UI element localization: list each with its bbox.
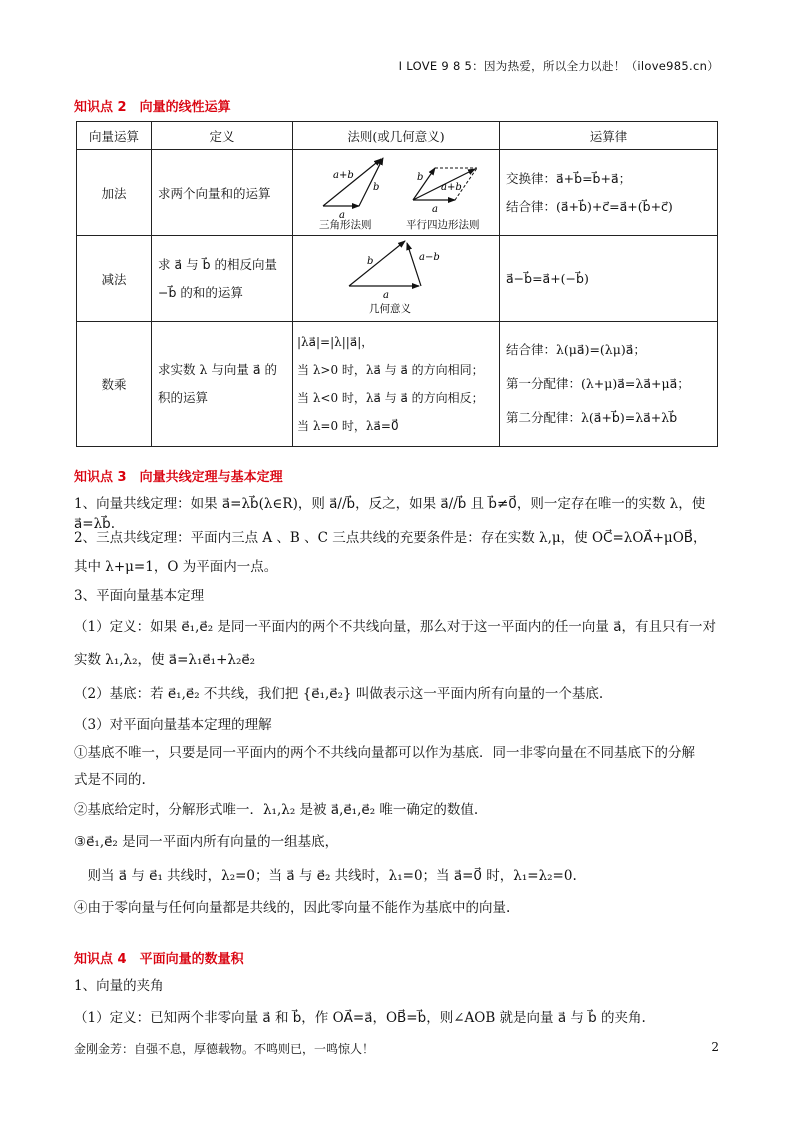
caption-parallelogram-rule: 平行四边形法则	[406, 219, 480, 231]
caption-geometric-meaning: 几何意义	[369, 303, 411, 315]
page-header: I LOVE 9 8 5：因为热爱，所以全力以赴！（ilove985.cn）	[398, 59, 719, 73]
table-row	[77, 322, 718, 447]
law-text: 结合律：(a⃗+b⃗)+c⃗=a⃗+(b⃗+c⃗)	[506, 198, 673, 214]
label-a-minus-b: a−b	[419, 252, 440, 263]
collinear-theorem-line: 1、向量共线定理：如果 a⃗=λb⃗(λ∈R)，则 a⃗//b⃗，反之，如果 a⃗//b⃗ 且 b⃗≠0⃗，则一定存在唯一的实数 λ，使 a⃗=λb⃗.	[74, 496, 706, 532]
rule-text: 当 λ=0 时，λa⃗=0⃗	[297, 419, 399, 433]
law-text: 第二分配律：λ(a⃗+b⃗)=λa⃗+λb⃗	[506, 410, 678, 425]
definition-text: 求 a⃗ 与 b⃗ 的相反向量	[158, 256, 277, 272]
section-title-2: 知识点 2 向量的线性运算	[74, 100, 231, 115]
caption-triangle-rule: 三角形法则	[319, 219, 372, 231]
subtraction-figure-cell	[293, 236, 500, 322]
page-footer-motto: 金刚金芳：自强不息，厚德载物。不鸣则已，一鸣惊人！	[74, 1042, 375, 1056]
rule-text: 当 λ<0 时，λa⃗ 与 a⃗ 的方向相反；	[297, 391, 484, 405]
vector-b-arrow	[349, 241, 405, 286]
operation-name: 加法	[77, 150, 152, 236]
label-a: a	[432, 204, 438, 215]
scalar-rules	[293, 322, 500, 447]
three-point-collinear-line: 2、三点共线定理：平面内三点 A 、B 、C 三点共线的充要条件是：存在实数 λ,μ，使 OC⃗=λOA⃗+μOB⃗，	[74, 530, 707, 546]
label-b: b	[417, 172, 424, 183]
law-text: 结合律：λ(μa⃗)=(λμ)a⃗；	[506, 342, 646, 357]
basic-theorem-heading: 3、平面向量基本定理	[74, 588, 205, 604]
linear-operations-table	[76, 121, 718, 447]
label-a: a	[383, 290, 389, 301]
understanding-point-3: ③e⃗₁,e⃗₂ 是同一平面内所有向量的一组基底，	[74, 834, 339, 850]
definition-text: −b⃗ 的和的运算	[158, 284, 243, 300]
rule-text: 当 λ>0 时，λa⃗ 与 a⃗ 的方向相同；	[297, 363, 484, 377]
label-a: a	[339, 210, 345, 221]
angle-heading: 1、向量的夹角	[74, 978, 164, 994]
operation-laws	[500, 150, 718, 236]
vector-difference-arrow	[407, 243, 421, 286]
table-header-row	[77, 122, 718, 150]
understanding-point-2: ②基底给定时，分解形式唯一．λ₁,λ₂ 是被 a⃗,e⃗₁,e⃗₂ 唯一确定的数值.	[74, 802, 479, 818]
law-text: 第一分配律：(λ+μ)a⃗=λa⃗+μa⃗；	[506, 376, 690, 391]
section-title-3: 知识点 3 向量共线定理与基本定理	[74, 470, 283, 485]
basic-theorem-definition: （1）定义：如果 e⃗₁,e⃗₂ 是同一平面内的两个不共线向量，那么对于这一平面内的任一向量 a⃗，有且只有一对	[74, 619, 716, 635]
page-number: 2	[711, 1040, 719, 1054]
basis-definition: （2）基底：若 e⃗₁,e⃗₂ 不共线，我们把 {e⃗₁,e⃗₂} 叫做表示这一平面内所有向量的一个基底.	[74, 686, 604, 702]
operation-laws	[500, 322, 718, 447]
operation-definition	[152, 322, 293, 447]
table-row	[77, 236, 718, 322]
operation-name: 减法	[77, 236, 152, 322]
rule-text: |λa⃗|=|λ||a⃗|，	[297, 335, 374, 349]
three-point-collinear-condition: 其中 λ+μ=1，O 为平面内一点。	[74, 559, 278, 575]
table-header-cell: 向量运算	[77, 122, 152, 150]
subtraction-diagram	[293, 236, 499, 318]
operation-definition	[152, 236, 293, 322]
law-text: 交换律：a⃗+b⃗=b⃗+a⃗；	[506, 170, 632, 186]
operation-definition	[152, 150, 293, 236]
label-a-plus-b: a+b	[441, 182, 462, 193]
table-header-cell: 运算律	[500, 122, 718, 150]
angle-definition: （1）定义：已知两个非零向量 a⃗ 和 b⃗，作 OA⃗=a⃗，OB⃗=b⃗，则∠AOB 就是向量 a⃗ 与 b⃗ 的夹角.	[74, 1010, 646, 1026]
addition-diagram	[293, 150, 499, 232]
understanding-point-1-cont: 式是不同的.	[74, 772, 146, 788]
understanding-heading: （3）对平面向量基本定理的理解	[74, 717, 272, 733]
addition-figure-cell	[293, 150, 500, 236]
label-a-plus-b: a+b	[333, 170, 354, 181]
label-b: b	[367, 256, 374, 267]
basic-theorem-definition-cont: 实数 λ₁,λ₂，使 a⃗=λ₁e⃗₁+λ₂e⃗₂	[74, 652, 256, 668]
understanding-point-3-cases: 则当 a⃗ 与 e⃗₁ 共线时，λ₂=0；当 a⃗ 与 e⃗₂ 共线时，λ₁=0；当 a⃗=0⃗ 时，λ₁=λ₂=0.	[74, 868, 577, 884]
label-b: b	[373, 182, 380, 193]
section-title-4: 知识点 4 平面向量的数量积	[74, 952, 244, 967]
law-text: a⃗−b⃗=a⃗+(−b⃗)	[506, 270, 589, 286]
operation-laws	[500, 236, 718, 322]
table-header-cell: 定义	[152, 122, 293, 150]
definition-text: 求两个向量和的运算	[158, 185, 271, 201]
table-header-cell: 法则(或几何意义)	[293, 122, 500, 150]
table-row	[77, 150, 718, 236]
definition-text: 积的运算	[158, 390, 209, 405]
understanding-point-4: ④由于零向量与任何向量都是共线的，因此零向量不能作为基底中的向量.	[74, 900, 511, 916]
understanding-point-1: ①基底不唯一，只要是同一平面内的两个不共线向量都可以作为基底．同一非零向量在不同基底下的分解	[74, 745, 695, 761]
definition-text: 求实数 λ 与向量 a⃗ 的	[158, 362, 277, 377]
operation-name: 数乘	[77, 322, 152, 447]
